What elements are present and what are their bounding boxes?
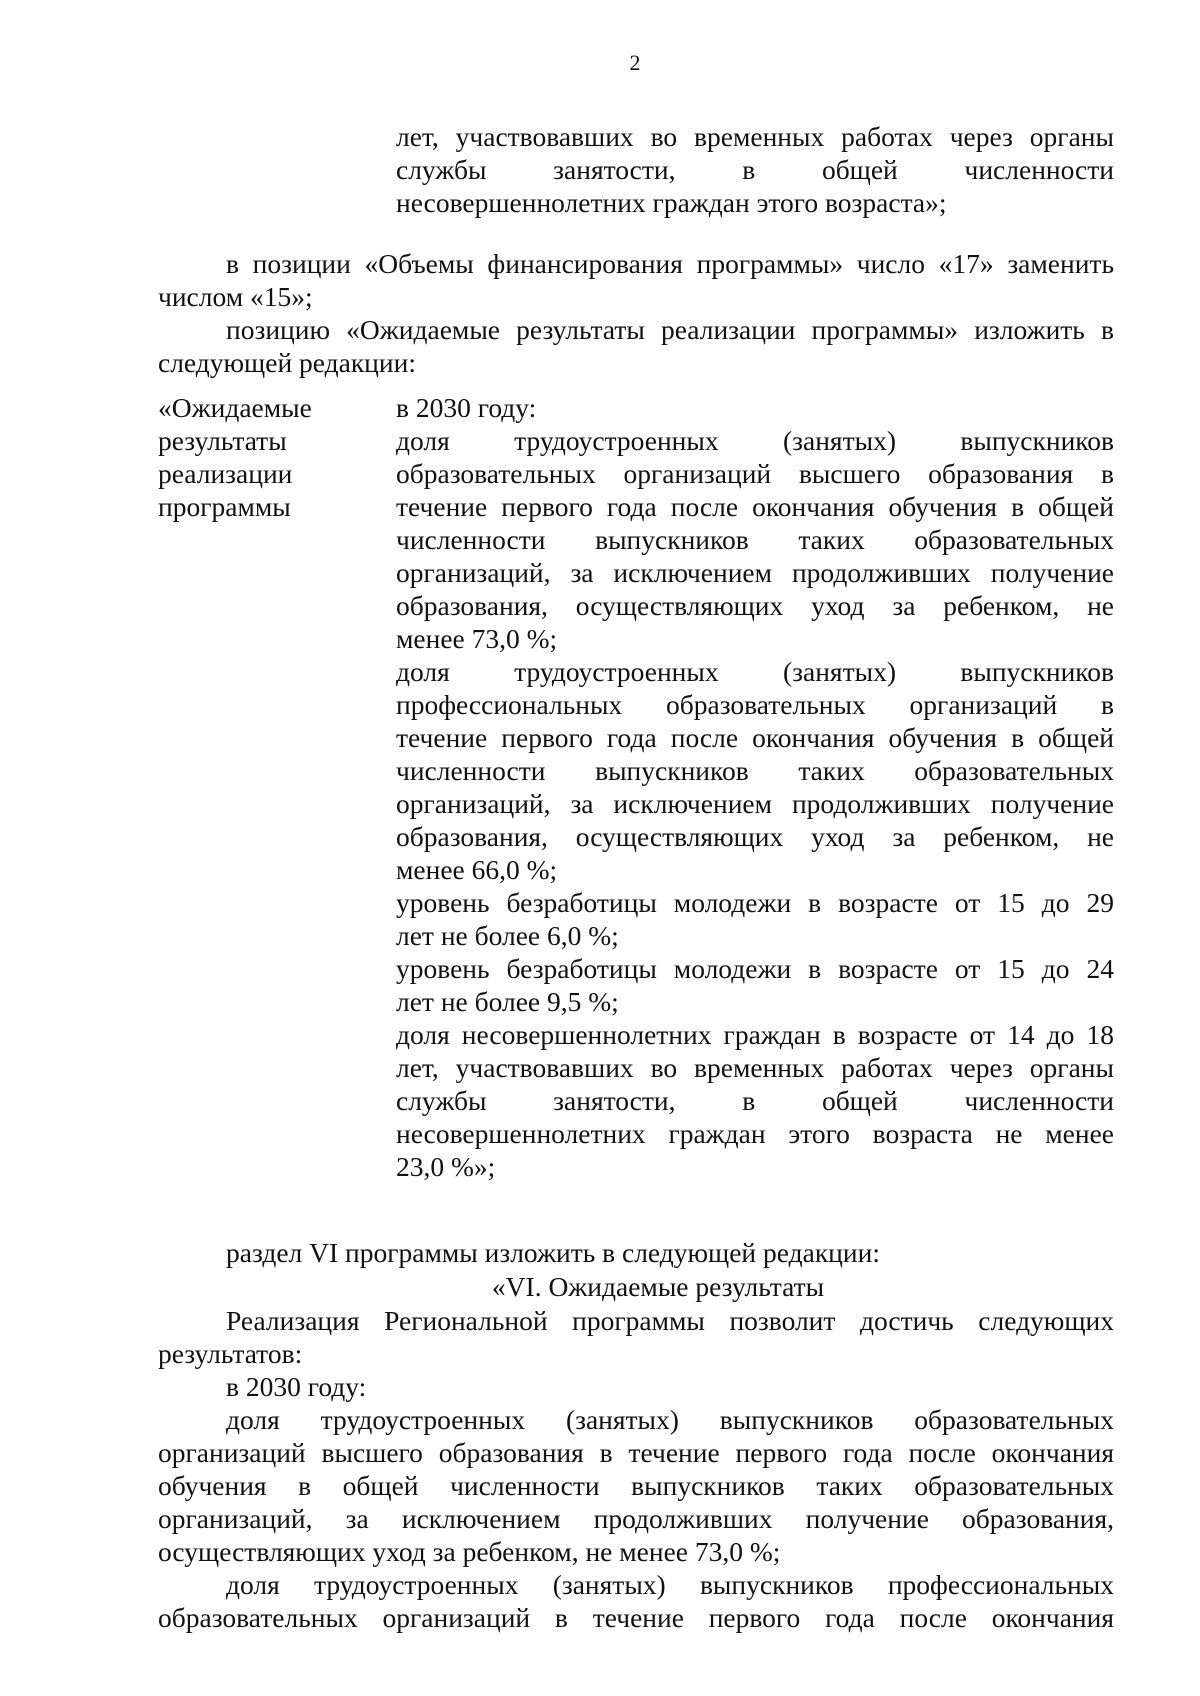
text-line: службы занятости, в общей численности	[396, 154, 1114, 185]
table-value-line: организаций, за исключением продолживших получение	[396, 788, 1114, 819]
text-line: обучения в общей численности выпускников таких образовательных	[158, 1470, 1114, 1501]
table-value-line: лет не более 6,0 %;	[396, 920, 619, 951]
results-intro-paragraph	[158, 313, 1114, 379]
text-line: Реализация Региональной программы позволит достичь следующих	[226, 1305, 1114, 1336]
text-line: образовательных организаций в течение первого года после окончания	[158, 1602, 1114, 1633]
text-line: несовершеннолетних граждан этого возраста»;	[396, 187, 947, 218]
table-value-line: лет, участвовавших во временных работах через органы	[396, 1052, 1114, 1083]
section-body	[158, 1304, 1114, 1634]
table-label-line: реализации	[158, 458, 293, 489]
table-value-line: 23,0 %»;	[396, 1151, 496, 1182]
text-line: позицию «Ожидаемые результаты реализации программы» изложить в	[226, 314, 1114, 345]
text-line: результатов:	[158, 1338, 303, 1369]
table-value-line: лет не более 9,5 %;	[396, 986, 619, 1017]
text-line: организаций, за исключением продолживших получение образования,	[158, 1503, 1114, 1534]
section-intro	[226, 1236, 1114, 1269]
table-label-line: «Ожидаемые	[158, 392, 312, 423]
table-value-line: образовательных организаций высшего образования в	[396, 458, 1114, 489]
text-line: доля трудоустроенных (занятых) выпускников образовательных	[226, 1404, 1114, 1435]
text-line: организаций высшего образования в течение первого года после окончания	[158, 1437, 1114, 1468]
text-line: в позиции «Объемы финансирования программы» число «17» заменить	[226, 248, 1114, 279]
table-value-line: службы занятости, в общей численности	[396, 1085, 1114, 1116]
table-value-line: течение первого года после окончания обучения в общей	[396, 722, 1114, 753]
table-value-line: доля трудоустроенных (занятых) выпускников	[396, 656, 1114, 687]
table-value-line: образования, осуществляющих уход за ребенком, не	[396, 821, 1114, 852]
table-value-line: численности выпускников таких образовательных	[396, 524, 1114, 555]
table-value-line: менее 73,0 %;	[396, 623, 558, 654]
table-value-line: уровень безработицы молодежи в возрасте от 15 до 29	[396, 887, 1114, 918]
table-value-line: уровень безработицы молодежи в возрасте от 15 до 24	[396, 953, 1114, 984]
table-label-line: программы	[158, 491, 291, 522]
text-line: лет, участвовавших во временных работах через органы	[396, 121, 1114, 152]
table-value-line: доля трудоустроенных (занятых) выпускников	[396, 425, 1114, 456]
table-value-line: доля несовершеннолетних граждан в возрасте от 14 до 18	[396, 1019, 1114, 1050]
text-line: доля трудоустроенных (занятых) выпускников профессиональных	[226, 1569, 1114, 1600]
text-line: раздел VI программы изложить в следующей редакции:	[226, 1237, 880, 1268]
continuation-block	[396, 120, 1114, 219]
table-label-column	[158, 391, 378, 523]
table-value-line: несовершеннолетних граждан этого возраста не менее	[396, 1118, 1114, 1149]
page-number: 2	[629, 50, 641, 75]
table-value-line: образования, осуществляющих уход за ребенком, не	[396, 590, 1114, 621]
text-line: осуществляющих уход за ребенком, не менее 73,0 %;	[158, 1536, 781, 1567]
financing-paragraph	[158, 247, 1114, 313]
text-line: в 2030 году:	[226, 1371, 367, 1402]
text-line: числом «15»;	[158, 281, 313, 312]
table-label-line: результаты	[158, 425, 287, 456]
table-value-line: менее 66,0 %;	[396, 854, 558, 885]
section-title	[158, 1270, 1158, 1303]
section-heading: «VI. Ожидаемые результаты	[491, 1271, 825, 1302]
table-value-line: численности выпускников таких образовательных	[396, 755, 1114, 786]
table-value-line: в 2030 году:	[396, 392, 537, 423]
table-value-line: профессиональных образовательных организаций в	[396, 689, 1114, 720]
table-value-column	[396, 391, 1114, 1183]
table-value-line: течение первого года после окончания обучения в общей	[396, 491, 1114, 522]
text-line: следующей редакции:	[158, 347, 416, 378]
table-value-line: организаций, за исключением продолживших получение	[396, 557, 1114, 588]
